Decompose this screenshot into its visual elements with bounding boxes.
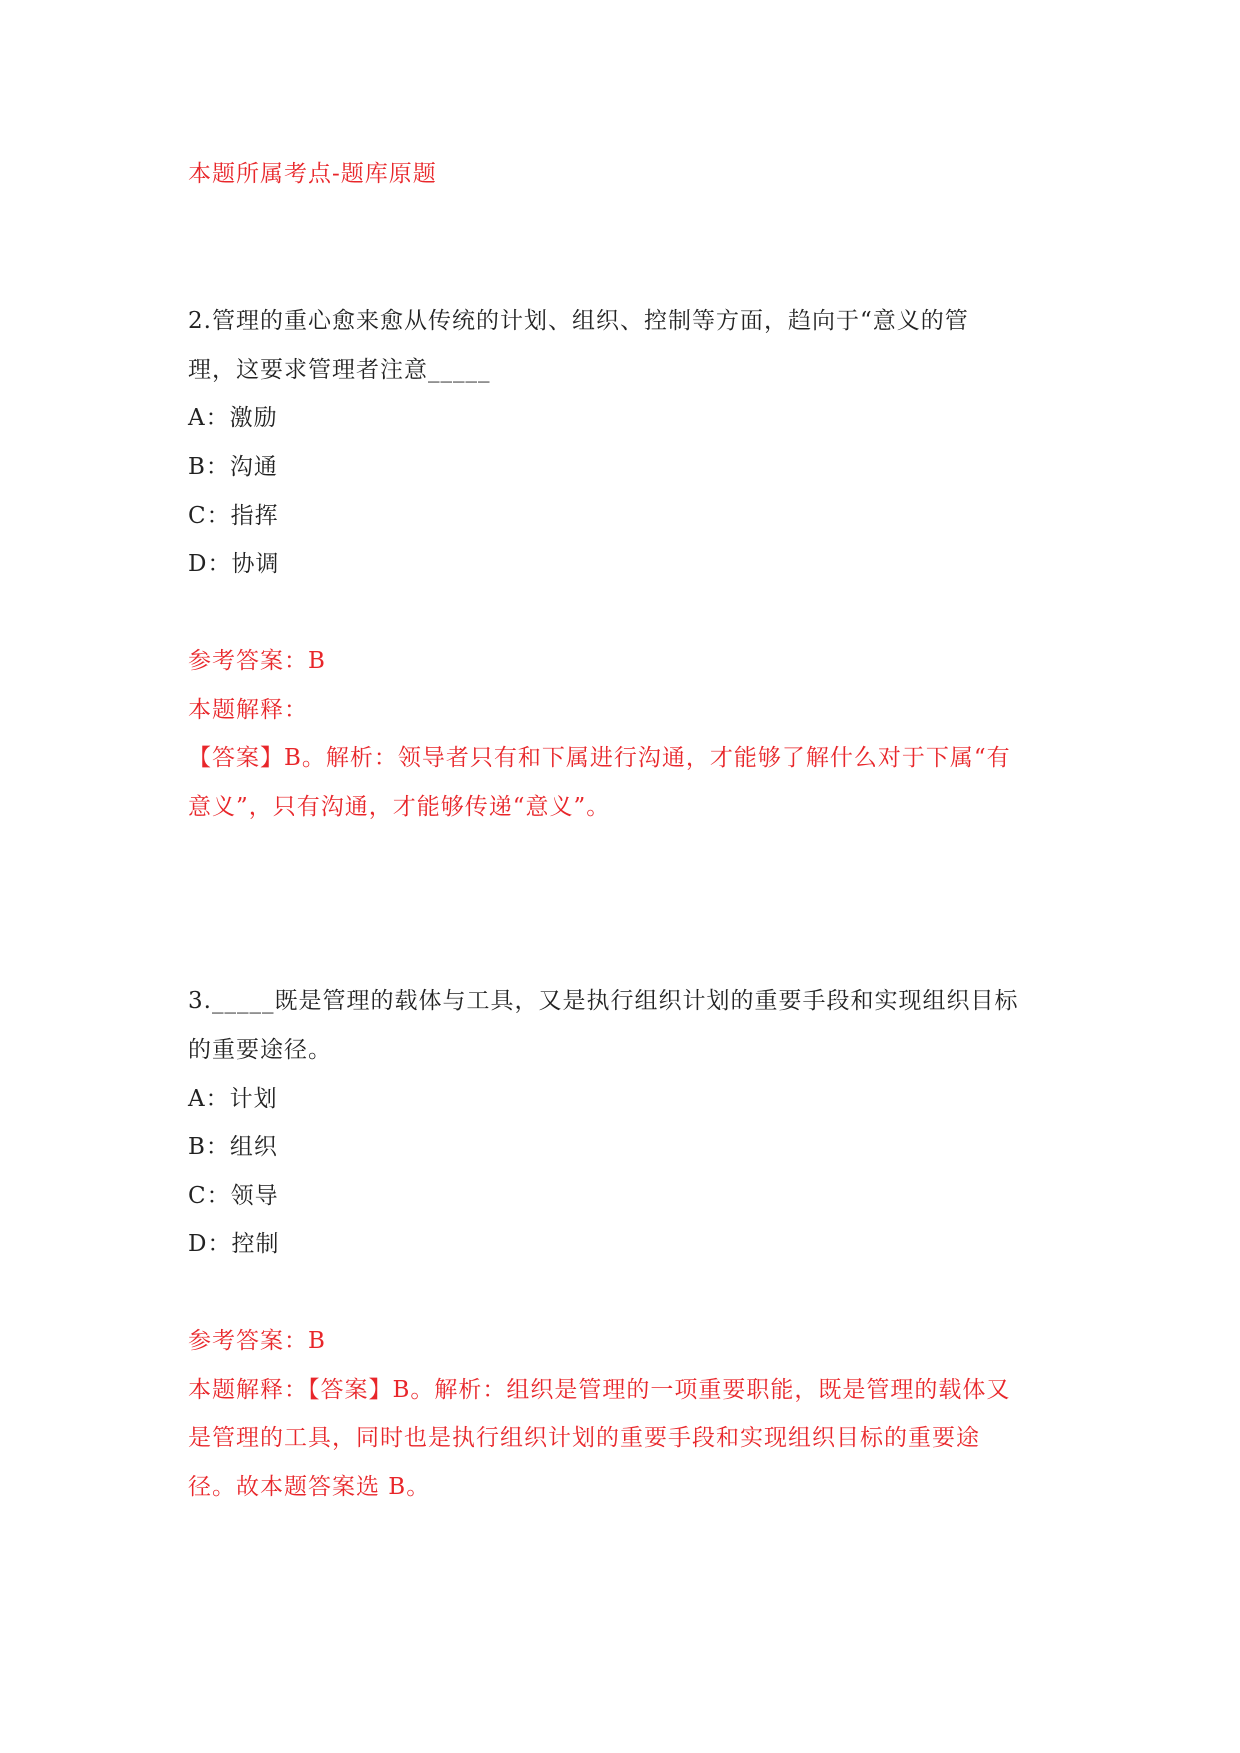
source-note: 本题所属考点-题库原题 xyxy=(188,161,437,187)
explanation-line: 【答案】B。解析：领导者只有和下属进行沟通，才能够了解什么对于下属“有 xyxy=(188,745,1011,771)
option-c: C：指挥 xyxy=(188,503,279,529)
question-stem-line: 理，这要求管理者注意_____ xyxy=(188,357,491,383)
option-c: C：领导 xyxy=(188,1183,279,1209)
reference-answer: 参考答案：B xyxy=(188,648,326,674)
option-b: B：组织 xyxy=(188,1134,278,1160)
option-d: D：协调 xyxy=(188,551,280,577)
option-a: A：激励 xyxy=(188,405,278,431)
explanation-line: 是管理的工具，同时也是执行组织计划的重要手段和实现组织目标的重要途 xyxy=(188,1425,980,1451)
option-d: D：控制 xyxy=(188,1231,280,1257)
question-stem-line: 2.管理的重心愈来愈从传统的计划、组织、控制等方面，趋向于“意义的管 xyxy=(188,308,969,334)
explanation-line: 本题解释：【答案】B。解析：组织是管理的一项重要职能，既是管理的载体又 xyxy=(188,1377,1011,1403)
question-stem-line: 的重要途径。 xyxy=(188,1037,332,1063)
option-a: A：计划 xyxy=(188,1086,278,1112)
explanation-line: 意义”，只有沟通，才能够传递“意义”。 xyxy=(188,794,611,820)
option-b: B：沟通 xyxy=(188,454,278,480)
explanation-line: 本题解释： xyxy=(188,697,308,723)
explanation-line: 径。故本题答案选 B。 xyxy=(188,1474,431,1500)
question-stem-line: 3._____既是管理的载体与工具，又是执行组织计划的重要手段和实现组织目标 xyxy=(188,988,1019,1014)
reference-answer: 参考答案：B xyxy=(188,1328,326,1354)
